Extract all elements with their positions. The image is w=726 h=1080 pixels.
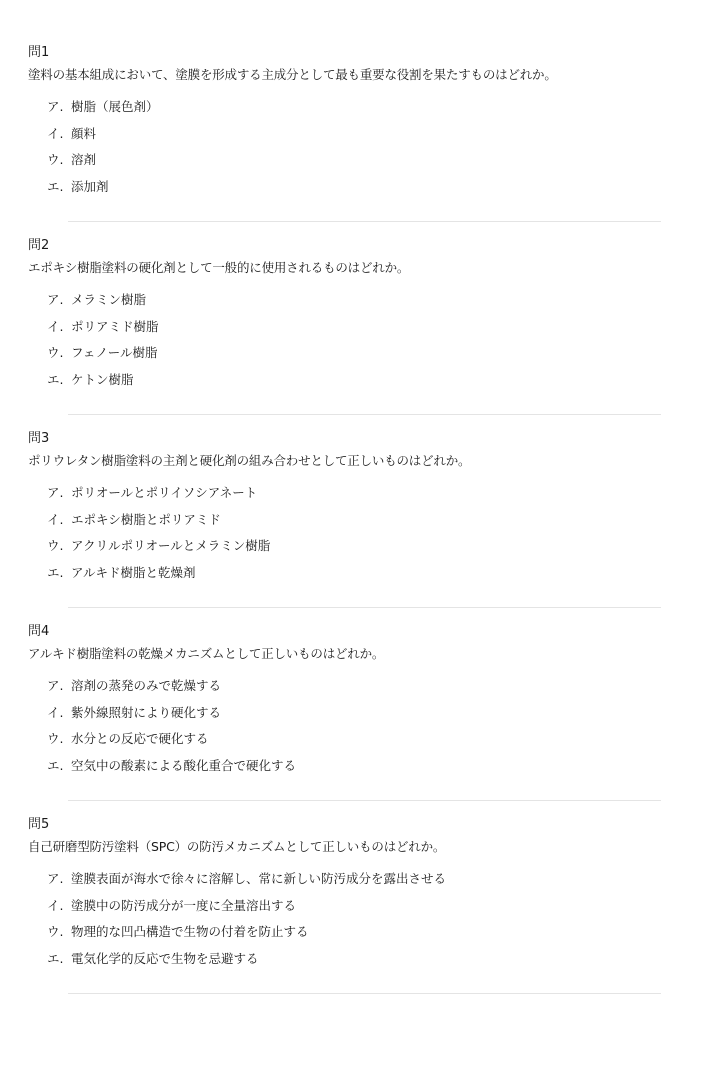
divider	[68, 221, 661, 222]
option-text: 溶剤	[71, 152, 97, 167]
option-label: ウ.	[47, 731, 64, 746]
question-4	[28, 623, 668, 816]
option-d	[47, 564, 668, 591]
option-label: ウ.	[47, 538, 64, 553]
question-number: 問1	[28, 45, 50, 60]
option-a	[47, 870, 668, 897]
option-label: ア.	[47, 678, 64, 693]
option-label: ウ.	[47, 345, 64, 360]
option-text: 塗膜表面が海水で徐々に溶解し、常に新しい防汚成分を露出させる	[71, 871, 447, 886]
question-1	[28, 44, 668, 237]
option-c	[47, 151, 668, 178]
option-c	[47, 730, 668, 757]
option-a	[47, 98, 668, 125]
option-a	[47, 291, 668, 318]
question-3	[28, 430, 668, 623]
option-d	[47, 950, 668, 977]
option-text: ポリオールとポリイソシアネート	[71, 485, 258, 500]
option-list	[28, 98, 668, 204]
option-label: イ.	[47, 511, 64, 527]
question-2	[28, 237, 668, 430]
option-text: 物理的な凹凸構造で生物の付着を防止する	[71, 924, 309, 939]
option-label: イ.	[47, 318, 64, 334]
option-a	[47, 484, 668, 511]
option-text: ポリアミド樹脂	[71, 318, 159, 334]
option-label: ア.	[47, 871, 64, 886]
option-c	[47, 344, 668, 371]
divider	[68, 607, 661, 608]
option-d	[47, 757, 668, 784]
option-label: ウ.	[47, 152, 64, 167]
option-label: エ.	[47, 371, 64, 387]
option-c	[47, 923, 668, 950]
option-text: 水分との反応で硬化する	[71, 731, 209, 746]
question-text: ポリウレタン樹脂塗料の主剤と硬化剤の組み合わせとして正しいものはどれか。	[28, 453, 471, 468]
question-5	[28, 816, 668, 1009]
option-b	[47, 897, 668, 924]
option-text: フェノール樹脂	[71, 345, 158, 360]
option-label: ウ.	[47, 924, 64, 939]
question-text: 自己研磨型防汚塗料（SPC）の防汚メカニズムとして正しいものはどれか。	[28, 839, 446, 854]
option-text: メラミン樹脂	[71, 292, 147, 307]
question-number: 問2	[28, 238, 50, 253]
option-text: 電気化学的反応で生物を忌避する	[71, 950, 259, 966]
option-text: ケトン樹脂	[71, 371, 134, 387]
divider	[68, 800, 661, 801]
option-text: 空気中の酸素による酸化重合で硬化する	[71, 757, 297, 773]
option-text: 紫外線照射により硬化する	[71, 704, 222, 720]
option-d	[47, 371, 668, 398]
option-label: エ.	[47, 757, 64, 773]
divider	[68, 993, 661, 994]
question-text: 塗料の基本組成において、塗膜を形成する主成分として最も重要な役割を果たすものはどれか。	[28, 67, 557, 82]
option-label: エ.	[47, 178, 64, 194]
option-text: 塗膜中の防汚成分が一度に全量溶出する	[71, 897, 297, 913]
option-a	[47, 677, 668, 704]
question-number: 問5	[28, 817, 50, 832]
option-d	[47, 178, 668, 205]
option-text: エポキシ樹脂とポリアミド	[71, 511, 221, 527]
option-b	[47, 318, 668, 345]
option-text: 樹脂（展色剤）	[71, 99, 159, 114]
option-label: イ.	[47, 704, 64, 720]
option-label: ア.	[47, 99, 64, 114]
option-label: イ.	[47, 897, 64, 913]
option-text: 顔料	[71, 125, 97, 141]
option-label: イ.	[47, 125, 64, 141]
option-list	[28, 870, 668, 976]
option-label: ア.	[47, 292, 64, 307]
option-text: 溶剤の蒸発のみで乾燥する	[71, 678, 222, 693]
option-list	[28, 291, 668, 397]
option-b	[47, 511, 668, 538]
option-label: エ.	[47, 950, 64, 966]
divider	[68, 414, 661, 415]
option-label: エ.	[47, 564, 64, 580]
option-label: ア.	[47, 485, 64, 500]
option-text: 添加剤	[71, 178, 109, 194]
question-text: アルキド樹脂塗料の乾燥メカニズムとして正しいものはどれか。	[28, 646, 385, 661]
option-list	[28, 484, 668, 590]
option-c	[47, 537, 668, 564]
option-text: アクリルポリオールとメラミン樹脂	[71, 538, 271, 553]
question-number: 問3	[28, 431, 50, 446]
question-number: 問4	[28, 624, 50, 639]
option-list	[28, 677, 668, 783]
question-text: エポキシ樹脂塗料の硬化剤として一般的に使用されるものはどれか。	[28, 260, 410, 275]
option-text: アルキド樹脂と乾燥剤	[71, 564, 196, 580]
option-b	[47, 125, 668, 152]
option-b	[47, 704, 668, 731]
